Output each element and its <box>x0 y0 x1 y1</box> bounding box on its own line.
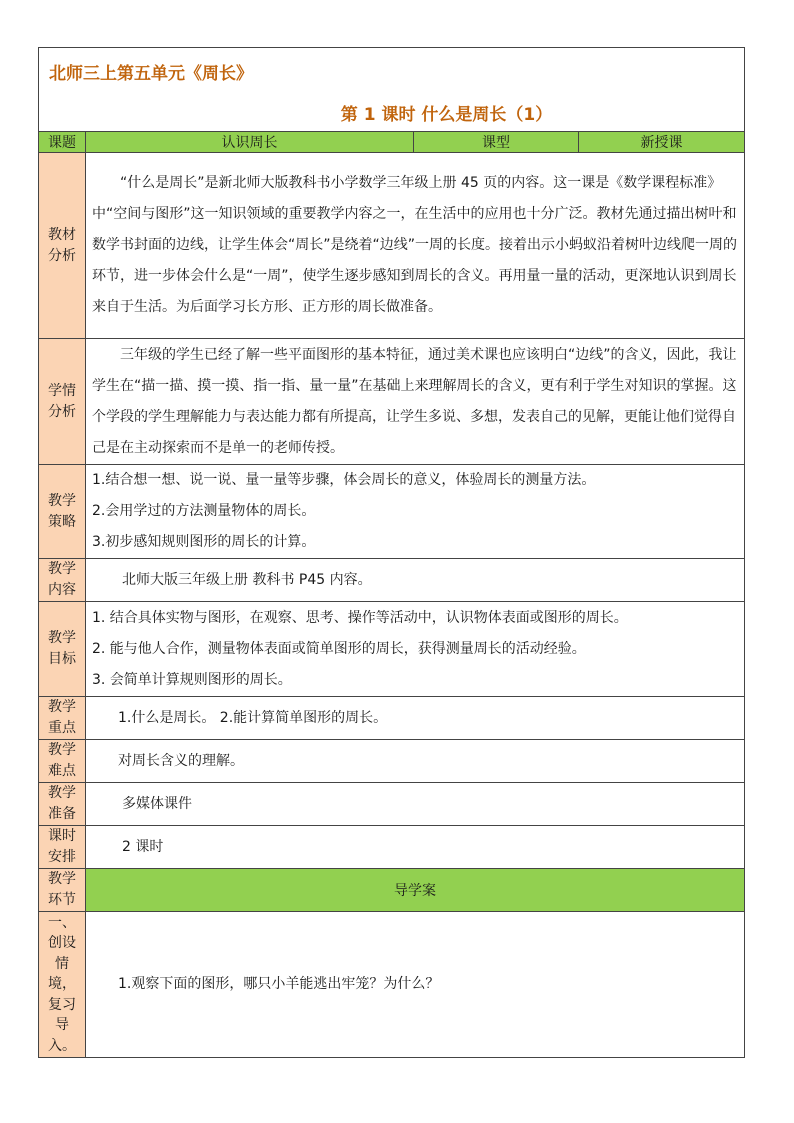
list-item: 3.初步感知规则图形的周长的计算。 <box>92 534 316 550</box>
guide-plan-header: 导学案 <box>86 869 745 912</box>
preparation-text: 多媒体课件 <box>86 783 745 826</box>
student-analysis-text: 三年级的学生已经了解一些平面图形的基本特征，通过美术课也应该明白“边线”的含义，因此，我让学生在“描一描、摸一摸、指一指、量一量”在基础上来理解周长的含义，更有利于学生对知识的掌握。这个学段的学生理解能力与表达能力都有所提高，让学生多说、多想，发表自己的见解，更能让他们觉得自己是在主动探索而不是单一的老师传授。 <box>86 339 745 465</box>
list-item: 2.会用学过的方法测量物体的周长。 <box>92 503 316 519</box>
key-points-text: 1.什么是周长。 2.能计算简单图形的周长。 <box>86 697 745 740</box>
key-points-label: 教学 重点 <box>39 697 86 740</box>
goals-row <box>39 602 745 697</box>
intro-label: 一、 创设 情 境， 复习 导 入。 <box>39 912 86 1058</box>
strategy-label: 教学 策略 <box>39 465 86 559</box>
strategy-list <box>86 465 745 559</box>
material-analysis-row <box>39 153 745 339</box>
material-analysis-label: 教材 分析 <box>39 153 86 339</box>
content-text: 北师大版三年级上册 教科书 P45 内容。 <box>86 559 745 602</box>
list-item: 3. 会简单计算规则图形的周长。 <box>92 671 292 688</box>
preparation-label: 教学 准备 <box>39 783 86 826</box>
list-item: 1.结合想一想、说一说、量一量等步骤，体会周长的意义，体验周长的测量方法。 <box>92 472 596 488</box>
schedule-row <box>39 826 745 869</box>
list-item: 2. 能与他人合作，测量物体表面或简单图形的周长，获得测量周长的活动经验。 <box>92 640 586 657</box>
difficulties-label: 教学 难点 <box>39 740 86 783</box>
content-row <box>39 559 745 602</box>
content-label: 教学 内容 <box>39 559 86 602</box>
steps-row <box>39 869 745 912</box>
intro-question: 1.观察下面的图形，哪只小羊能逃出牢笼？为什么？ <box>86 912 745 1058</box>
student-analysis-label: 学情 分析 <box>39 339 86 465</box>
strategy-row <box>39 465 745 559</box>
material-analysis-text: “什么是周长”是新北师大版教科书小学数学三年级上册 45 页的内容。这一课是《数学课程标准》中“空间与图形”这一知识领域的重要教学内容之一，在生活中的应用也十分广泛。教材先通过描出树叶和数学书封面的边线，让学生体会“周长”是绕着“边线”一周的长度。接着出示小蚂蚁沿着树叶边线爬一周的环节，进一步体会什么是“一周”，使学生逐步感知到周长的含义。再用量一量的活动，更深地认识到周长来自于生活。为后面学习长方形、正方形的周长做准备。 <box>86 153 745 339</box>
preparation-row <box>39 783 745 826</box>
goals-list <box>86 602 745 697</box>
student-analysis-row <box>39 339 745 465</box>
difficulties-text: 对周长含义的理解。 <box>86 740 745 783</box>
difficulties-row <box>39 740 745 783</box>
type-label: 课型 <box>414 132 579 153</box>
intro-row <box>39 912 745 1058</box>
lesson-subtitle: 第 1 课时 什么是周长（1） <box>39 94 745 132</box>
list-item: 1. 结合具体实物与图形，在观察、思考、操作等活动中，认识物体表面或图形的周长。 <box>92 609 628 626</box>
topic-label: 课题 <box>39 132 86 153</box>
schedule-label: 课时 安排 <box>39 826 86 869</box>
key-points-row <box>39 697 745 740</box>
lesson-plan <box>38 47 744 1058</box>
goals-label: 教学 目标 <box>39 602 86 697</box>
lesson-plan-table <box>38 47 745 1058</box>
topic-value: 认识周长 <box>86 132 414 153</box>
document-title: 北师三上第五单元《周长》 <box>39 48 745 95</box>
steps-label: 教学 环节 <box>39 869 86 912</box>
schedule-text: 2 课时 <box>86 826 745 869</box>
type-value: 新授课 <box>579 132 745 153</box>
